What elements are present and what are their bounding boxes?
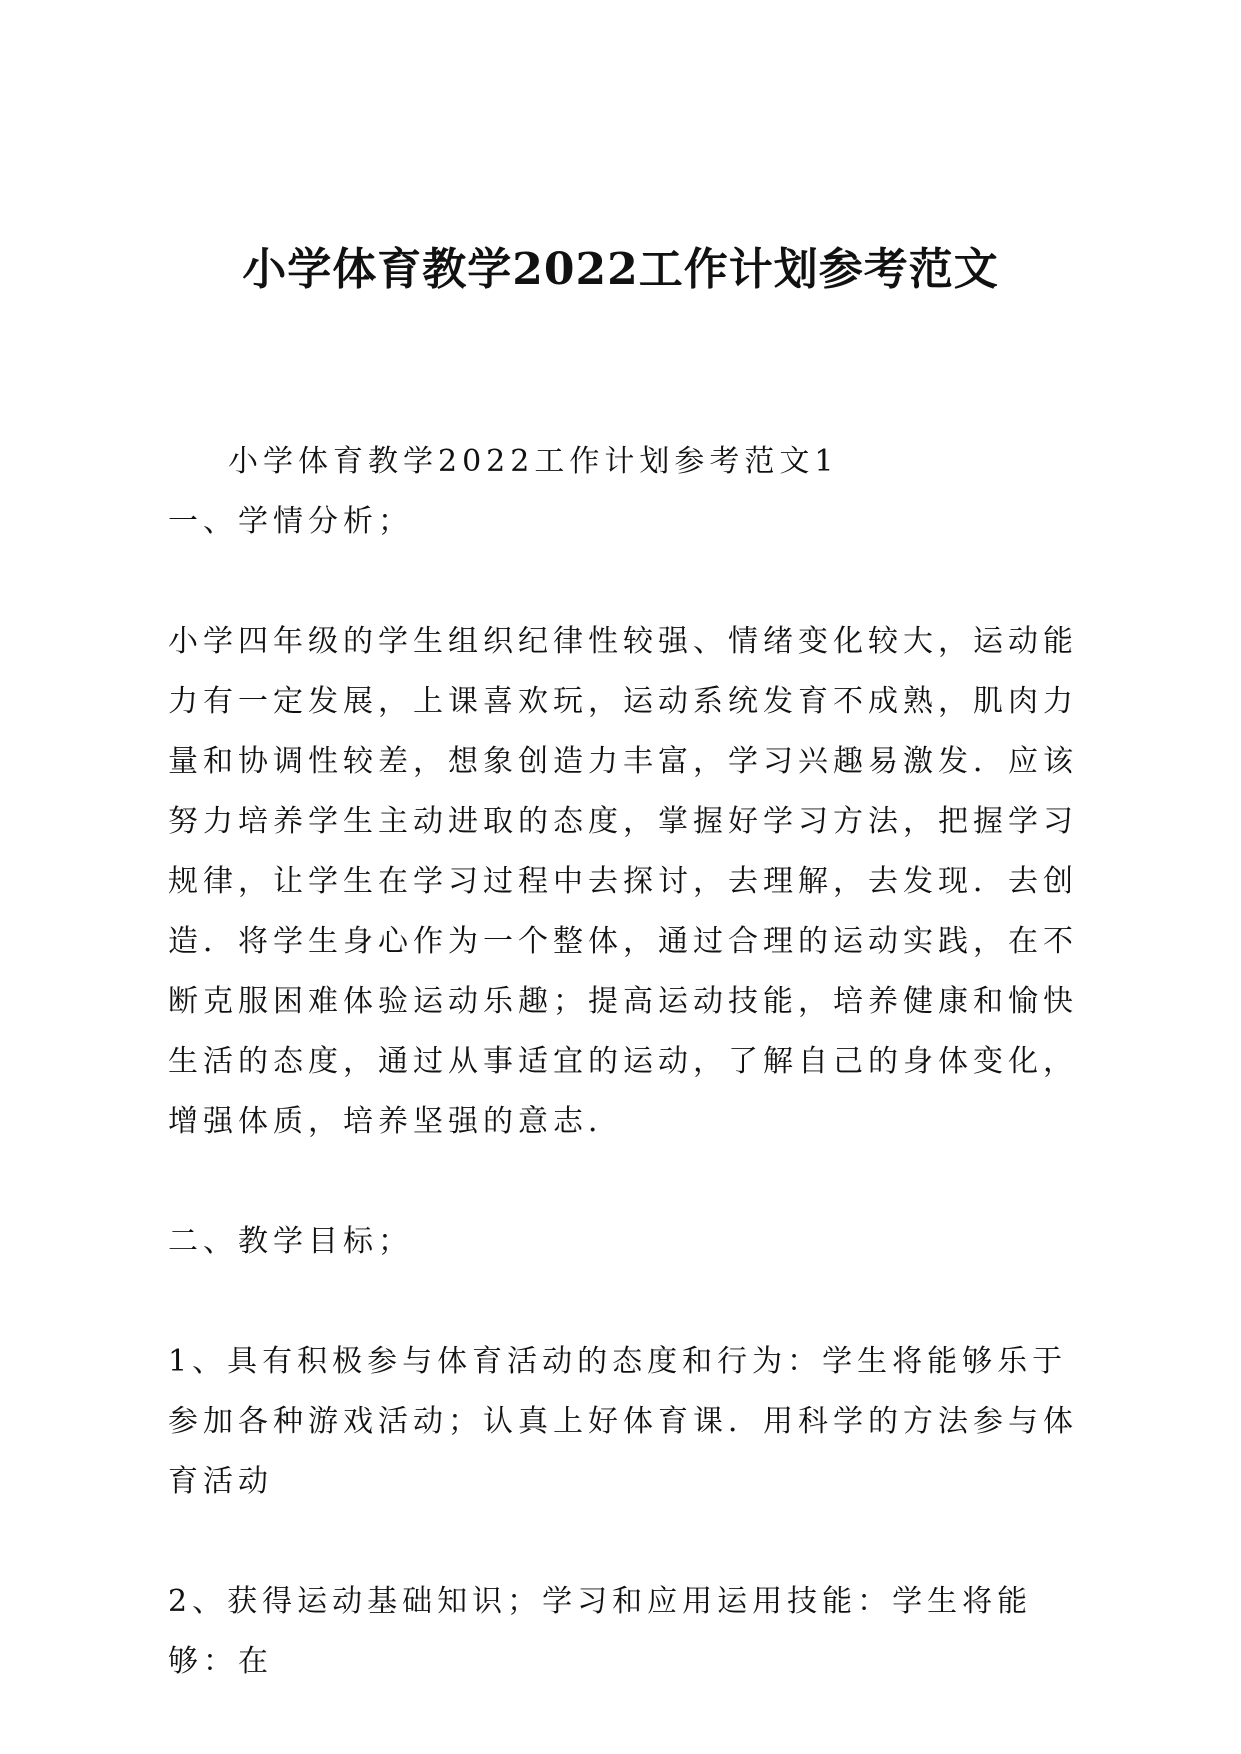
list-item-1: 1、具有积极参与体育活动的态度和行为：学生将能够乐于参加各种游戏活动；认真上好体育课．用科学的方法参与体育活动	[168, 1344, 1078, 1499]
section-paragraph-1: 小学四年级的学生组织纪律性较强、情绪变化较大，运动能力有一定发展，上课喜欢玩，运动系统发育不成熟，肌肉力量和协调性较差，想象创造力丰富，学习兴趣易激发．应该努力培养学生主动进取的态度，掌握好学习方法，把握学习规律，让学生在学习过程中去探讨，去理解，去发现．去创造．将学生身心作为一个整体，通过合理的运动实践，在不断克服困难体验运动乐趣；提高运动技能，培养健康和愉快生活的态度，通过从事适宜的运动，了解自己的身体变化，增强体质，培养坚强的意志．	[168, 624, 1078, 1139]
document-title: 小学体育教学2022工作计划参考范文	[242, 244, 999, 295]
list-item-2: 2、获得运动基础知识；学习和应用运用技能：学生将能够：在	[168, 1584, 1033, 1679]
section-heading-2: 二、教学目标；	[168, 1224, 413, 1259]
document-subtitle: 小学体育教学2022工作计划参考范文1	[228, 444, 839, 479]
paragraph-gap	[168, 552, 1088, 612]
paragraph-gap	[168, 1272, 1088, 1332]
section-heading-1: 一、学情分析；	[168, 504, 413, 539]
paragraph-gap	[168, 1512, 1088, 1572]
paragraph-gap	[168, 1152, 1088, 1212]
document-body	[168, 432, 1088, 1692]
